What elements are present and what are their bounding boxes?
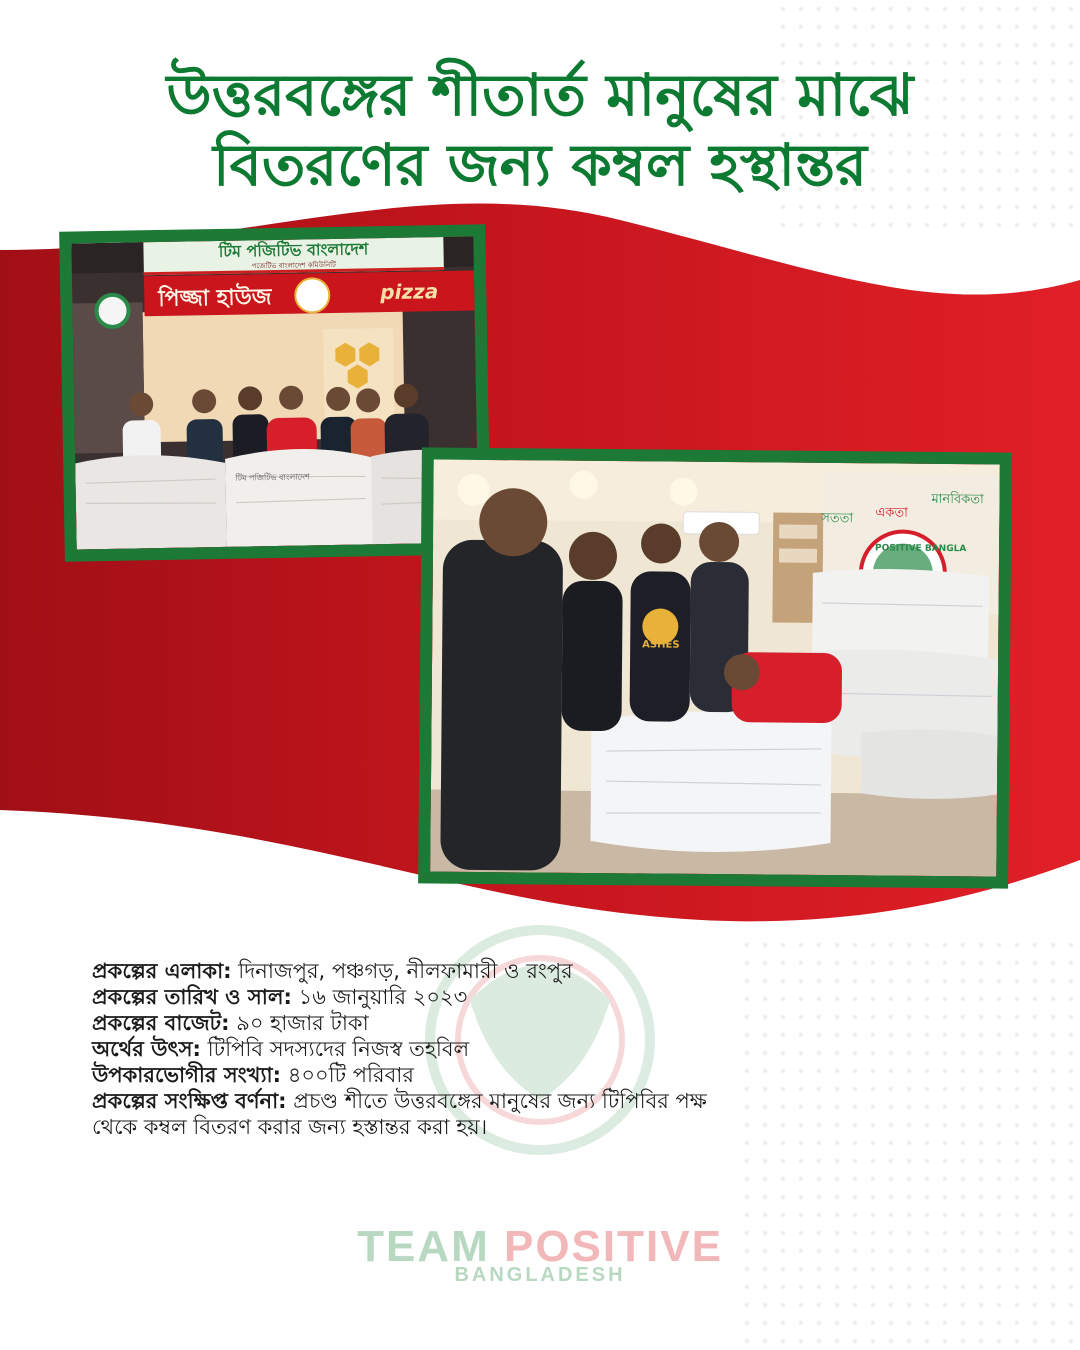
page-title-line-1: উত্তরবঙ্গের শীতার্ত মানুষের মাঝে [166,61,914,129]
hoodie-print: ASHES [642,639,680,651]
detail-fund-label: অর্থের উৎস: [92,1037,201,1061]
detail-area [92,958,992,984]
detail-date-value: ১৬ জানুয়ারি ২০২৩ [298,985,468,1009]
office-scene-graphic [430,460,1000,877]
detail-budget [92,1010,992,1036]
shop-sign-subtitle: পজেটিভ বাংলাদেশ কমিউনিটি [251,260,337,271]
detail-beneficiary-value: ৪০০টি পরিবার [287,1063,414,1087]
detail-description [92,1088,992,1114]
detail-description-cont: থেকে কম্বল বিতরণ করার জন্য হস্তান্তর করা হয়। [92,1115,488,1139]
detail-date [92,984,992,1010]
wall-word-honesty: সততা [821,510,854,527]
detail-area-value: দিনাজপুর, পঞ্চগড়, নীলফামারী ও রংপুর [238,959,573,983]
photo-office-handover [418,447,1012,888]
detail-date-label: প্রকল্পের তারিখ ও সাল: [92,985,292,1009]
wall-emblem-text: POSITIVE BANGLA [875,543,967,555]
shop-sign-team-positive-text: টিম পজিটিভ বাংলাদেশ [218,239,369,261]
logo-word-bangladesh: BANGLADESH [454,1264,626,1286]
detail-description-value: প্রচণ্ড শীতে উত্তরবঙ্গের মানুষের জন্য টিপিবির পক্ষ [293,1089,707,1113]
wall-word-humanity: মানবিকতা [931,491,984,508]
shop-sign-pizza-house [144,271,475,317]
chef-mascot-icon [294,277,331,314]
detail-budget-label: প্রকল্পের বাজেট: [92,1011,230,1035]
shop-sign-team-positive [143,237,444,275]
shop-name: পিজ্জা হাউজ [158,285,272,313]
detail-description-label: প্রকল্পের সংক্ষিপ্ত বর্ণনা: [92,1089,287,1113]
page-title-line-2: বিতরণের জন্য কম্বল হস্থান্তর [212,131,867,199]
project-details [92,958,992,1140]
bale-label: টিম পজিটিভ বাংলাদেশ [235,472,310,483]
detail-area-label: প্রকল্পের এলাকা: [92,959,232,983]
detail-fund-value: টিপিবি সদস্যদের নিজস্ব তহবিল [207,1037,470,1061]
shop-name-alt: pizza [380,279,439,305]
detail-fund [92,1036,992,1062]
detail-beneficiary-label: উপকারভোগীর সংখ্যা: [92,1063,282,1087]
logo-word-positive: POSITIVE [503,1222,723,1271]
wall-word-unity: একতা [875,505,908,521]
logo-word-team: TEAM [357,1222,490,1271]
detail-budget-value: ৯০ হাজার টাকা [236,1011,369,1035]
detail-beneficiary [92,1062,992,1088]
